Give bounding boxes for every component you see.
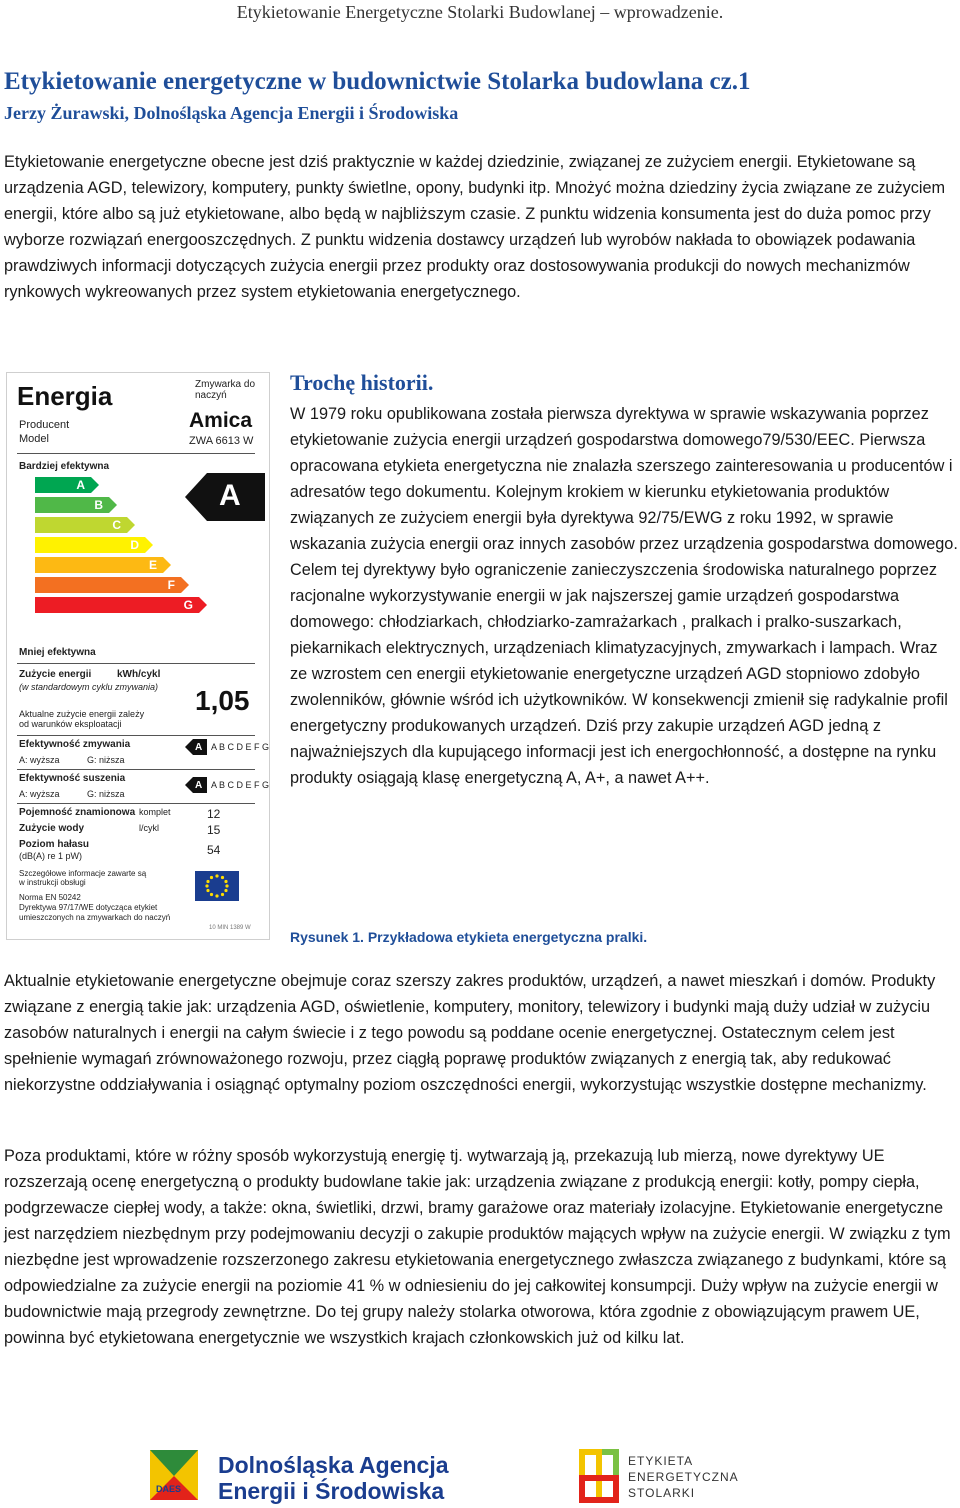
daes-line-1: Dolnośląska Agencja (218, 1452, 449, 1478)
intro-paragraph: Etykietowanie energetyczne obecne jest dziś praktycznie w każdej dziedzinie, związanej ze zużyciem energii. Etykietowane są urządzenia AGD, telewizory, komputery, punkty świetlne, opony, budynki itp. Mnożyć można dziedziny życia związane ze zużyciem energii, które albo są już etykietowane, albo będą w najbliższym czasie. Z punktu widzenia konsumenta jest do duża pomoc przy wyborze rozwiązań energooszczędnych. Z punktu widzenia dostawcy urządzeń lub wyrobów nakłada to obowiązek podawania prawdziwych informacji dotyczących zużycia energii przez produkty oraz dostosowywania produkcji do nowych mechanizmów rynkowych wykreowanych przez system etykietowania energetycznego. (4, 153, 946, 301)
label-model: Model (19, 433, 49, 445)
history-heading: Trochę historii. (290, 370, 434, 395)
wash-eff-label: Efektywność zmywania (19, 739, 131, 750)
class-bar-d: D (35, 537, 145, 553)
class-bar-b: B (35, 497, 109, 513)
running-header: Etykietowanie Energetyczne Stolarki Budowlanej – wprowadzenie. (236, 2, 724, 22)
class-bar-g: G (35, 597, 199, 613)
label-divider (17, 735, 255, 736)
figure-caption: Rysunek 1. Przykładowa etykieta energetyczna pralki. (290, 929, 648, 945)
directive-2: umieszczonych na zmywarkach do naczyń (19, 913, 171, 922)
actual-note: Aktualne zużycie energii zależy od warunków eksploatacji (19, 709, 145, 729)
water-label: Zużycie wody (19, 823, 85, 834)
capacity-unit: komplet (139, 807, 171, 817)
rating-letter: A (219, 479, 241, 512)
label-code: 10 MIN 1389 W (209, 925, 251, 931)
fine-print: Szczegółowe informacje zawarte są w instrukcji obsługi (19, 869, 147, 887)
wash-scale: A B C D E F G (211, 742, 270, 752)
water-unit: l/cykl (139, 823, 159, 833)
label-divider (17, 453, 255, 454)
consumption-label: Zużycie energii (19, 669, 92, 680)
energy-label-figure (6, 372, 270, 940)
label-best: Bardziej efektywna (19, 461, 110, 472)
window-frame-icon (578, 1448, 620, 1504)
history-paragraph: W 1979 roku opublikowana została pierwsza dyrektywa w sprawie wskazywania poprzez etykietowanie zużycia energii urządzeń gospodarstwa domowego79/530/EEC. Pierwsza opracowana etykieta energetyczna nie znalazła szerszego zainteresowania u producentów i adresatów tego dokumentu. Kolejnym krokiem w kierunku etykietowania produktów związanych ze zużyciem energii była dyrektywa 92/75/EWG z roku 1992, w sprawie wskazania zużycia energii oraz innych zasobów przez urządzenia gospodarstwa domowego. Celem tej dyrektywy było ograniczenie zanieczyszczenia środowiska naturalnego poprzez racjonalne wykorzystywanie energii w jak najszerszej gamie urządzeń gospodarstwa domowego: chłodziarkach, chłodziarko-zamrażarkach , pralkach i pralko-suszarkach, piekarnikach elektrycznych, urządzeniach klimatyzacyjnych, zmywarkach i lampach. Wraz ze wzrostem cen energii etykietowanie energetyczne urządzeń AGD stopniowo zdobyło zwolenników, głównie wśród ich użytkowników. W konsekwencji zmienił się radykalnie profil energetyczny produkowanych urządzeń. Dziś przy zakupie urządzeń AGD jedną z najważniejszych dla kupującego informacji jest ich energochłonność, a dostępne na rynku produkty osiągają klasę energetyczną A, A+, a nawet A++. (290, 405, 958, 787)
label-brand: Amica (189, 409, 253, 432)
ees-line-2: ENERGETYCZNA (628, 1470, 739, 1484)
consumption-unit: kWh/cykl (117, 669, 161, 680)
norm: Norma EN 50242 (19, 893, 81, 902)
daes-line-2: Energii i Środowiska (218, 1478, 445, 1504)
label-model-code: ZWA 6613 W (189, 435, 254, 447)
daes-logo (148, 1448, 468, 1503)
dry-scale: A B C D E F G (211, 780, 270, 790)
noise-unit: (dB(A) re 1 pW) (19, 851, 83, 861)
label-divider (17, 769, 255, 770)
article-author: Jerzy Żurawski, Dolnośląska Agencja Energii i Środowiska (4, 103, 459, 123)
label-divider (17, 803, 255, 804)
class-bar-c: C (35, 517, 127, 533)
consumption-sub: (w standardowym cyklu zmywania) (19, 682, 159, 692)
dry-scale-low: A: wyższa (19, 789, 60, 799)
directive: Dyrektywa 97/17/WE dotycząca etykiet (19, 903, 158, 912)
eu-flag-icon (195, 871, 239, 901)
dry-eff-label: Efektywność suszenia (19, 773, 126, 784)
label-brand-top: Zmywarka do naczyń (195, 379, 256, 401)
noise-value: 54 (207, 843, 221, 857)
class-bar-f: F (35, 577, 181, 593)
water-value: 15 (207, 823, 221, 837)
noise-label: Poziom hałasu (19, 839, 90, 850)
daes-mark: DAES (156, 1484, 182, 1494)
label-worst: Mniej efektywna (19, 647, 96, 658)
consumption-value: 1,05 (195, 685, 250, 716)
ees-line-1: ETYKIETA (628, 1454, 694, 1468)
ees-line-3: STOLARKI (628, 1486, 696, 1500)
capacity-value: 12 (207, 807, 221, 821)
article-title: Etykietowanie energetyczne w budownictwie Stolarka budowlana cz.1 (4, 68, 751, 95)
dry-scale-high: G: niższa (87, 789, 125, 799)
label-divider (17, 663, 255, 664)
class-bar-a: A (35, 477, 91, 493)
dry-rating-letter: A (195, 780, 203, 791)
wash-scale-low: A: wyższa (19, 755, 60, 765)
wash-rating-letter: A (195, 742, 203, 753)
label-heading: Energia (17, 381, 113, 411)
current-paragraph: Aktualnie etykietowanie energetyczne obejmuje coraz szerszy zakres produktów, urządzeń, a nawet mieszkań i domów. Produkty związane z energią takie jak: urządzenia AGD, oświetlenie, komputery, monitory, telewizory i budynki mają duży udział w zużyciu zasobów naturalnych i energii na całym świecie i z tego powodu są poddane ocenie energetycznej. Ostatecznym celem jest spełnienie wymagań zrównoważonego rozwoju, przez ciągłą poprawę produktów związanych z energią tak, aby redukować niekorzystne oddziaływania i osiągnąć optymalny poziom oszczędności energii, wykorzystując wszystkie dostępne mechanizmy. (4, 972, 936, 1094)
products-paragraph: Poza produktami, które w różny sposób wykorzystują energię tj. wytwarzają ją, przekazują lub mierzą, nowe dyrektywy UE rozszerzają ocenę energetyczną o produkty budowlane takie jak: urządzenia związane z produkcją energii: kotły, pompy ciepła, podgrzewacze ciepłej wody, a także: okna, świetliki, drzwi, bramy garażowe oraz materiały izolacyjne. Etykietowanie energetyczne jest narzędziem niezbędnym przy podejmowaniu decyzji o zakupie produktów mających wpływ na zużycie energii. W związku z tym niezbędne jest wprowadzenie rozszerzonego zakresu etykietowania energetycznego zwłaszcza związanego z budynkami, które są odpowiedzialne za zużycie energii na poziomie 41 % w odniesieniu do jej całkowitej konsumpcji. Duży wpływ na zużycie energii w budownictwie mają przegrody zewnętrzne. Do tej grupy należy stolarka otworowa, która zgodnie z obowiązującym prawem UE, powinna być etykietowana energetycznie we wszystkich krajach członkowskich już od kilku lat. (4, 1147, 951, 1347)
class-bar-e: E (35, 557, 163, 573)
ees-logo (578, 1448, 758, 1508)
capacity-label: Pojemność znamionowa (19, 807, 136, 818)
wash-scale-high: G: niższa (87, 755, 125, 765)
label-producer: Producent (19, 419, 70, 431)
